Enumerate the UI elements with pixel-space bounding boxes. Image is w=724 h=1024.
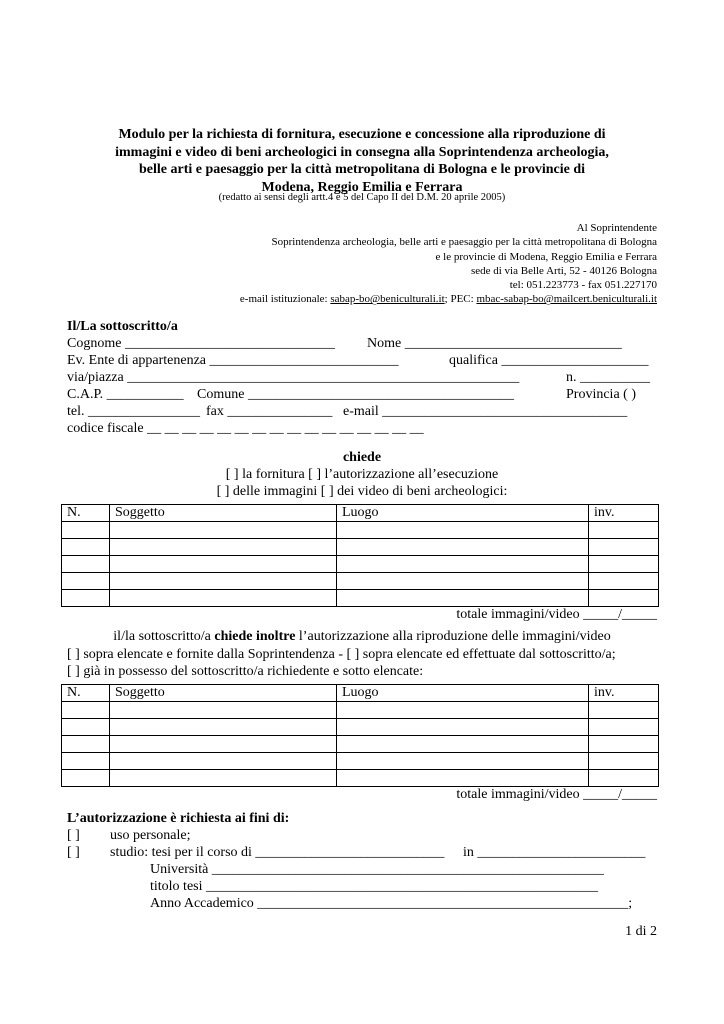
addressee-email-line	[240, 292, 657, 306]
email-link[interactable]: sabap-bo@beniculturali.it	[330, 293, 445, 306]
images-table	[61, 504, 659, 607]
table-cell[interactable]	[62, 556, 110, 573]
table-cell[interactable]	[110, 556, 337, 573]
applicant-heading: Il/La sottoscritto/a	[67, 319, 178, 334]
province-field[interactable]: Provincia ( )	[566, 387, 636, 402]
table-cell[interactable]	[337, 522, 589, 539]
table-cell[interactable]	[62, 770, 110, 787]
table-row[interactable]	[62, 719, 659, 736]
table-cell[interactable]	[110, 736, 337, 753]
table-row[interactable]	[62, 770, 659, 787]
addressee-line: Al Soprintendente	[576, 222, 657, 234]
pec-link[interactable]: mbac-sabap-bo@mailcert.beniculturali.it	[476, 293, 657, 306]
table-cell[interactable]	[62, 736, 110, 753]
table-cell[interactable]	[589, 770, 659, 787]
addressee-line: sede di via Belle Arti, 52 - 40126 Bologna	[470, 264, 657, 277]
table-cell[interactable]	[62, 702, 110, 719]
table-cell[interactable]	[589, 736, 659, 753]
thesis-in-field[interactable]: in ________________________	[463, 845, 646, 860]
table-cell[interactable]	[337, 539, 589, 556]
table-row[interactable]	[62, 702, 659, 719]
document-subtitle: (redatto ai sensi degli artt.4 e 5 del Capo II del D.M. 20 aprile 2005)	[218, 192, 506, 203]
addressee-line: tel: 051.223773 - fax 051.227170	[509, 279, 657, 292]
further-prefix: il/la sottoscritto/a	[113, 629, 215, 644]
table-cell[interactable]	[337, 736, 589, 753]
table-cell[interactable]	[589, 556, 659, 573]
addressee-line: e le provincie di Modena, Reggio Emilia e Ferrara	[435, 250, 657, 263]
table-cell[interactable]	[62, 522, 110, 539]
further-bold: chiede inoltre	[214, 629, 296, 644]
table-header-row	[62, 685, 659, 702]
table-cell[interactable]	[337, 590, 589, 607]
qualification-field[interactable]: qualifica _____________________	[449, 353, 649, 368]
postal-code-field[interactable]: C.A.P. ___________	[67, 387, 184, 402]
request-heading: chiede	[342, 450, 382, 465]
pec-label: ; PEC:	[444, 293, 477, 306]
table-cell[interactable]	[62, 753, 110, 770]
purpose-checkbox-personal[interactable]: [ ]	[67, 828, 80, 843]
table-row[interactable]	[62, 522, 659, 539]
title-line: belle arti e paesaggio per la città metropolitana di Bologna e le provincie di	[138, 162, 586, 178]
table-cell[interactable]	[110, 770, 337, 787]
email-field[interactable]: e-mail ___________________________________	[343, 404, 628, 419]
surname-field[interactable]: Cognome ______________________________	[67, 336, 335, 351]
further-request-line	[40, 629, 684, 645]
table-row[interactable]	[62, 590, 659, 607]
table-row[interactable]	[62, 539, 659, 556]
table-cell[interactable]	[110, 719, 337, 736]
name-field[interactable]: Nome _______________________________	[367, 336, 622, 351]
thesis-title-field[interactable]: titolo tesi ________________________________________________________	[150, 879, 598, 894]
table-cell[interactable]	[589, 590, 659, 607]
column-header: Soggetto	[110, 685, 337, 702]
title-line: Modulo per la richiesta di fornitura, esecuzione e concessione alla riproduzione di	[118, 127, 606, 142]
table-cell[interactable]	[337, 719, 589, 736]
table-cell[interactable]	[589, 702, 659, 719]
purpose-heading: L’autorizzazione è richiesta ai fini di:	[67, 811, 290, 826]
table-row[interactable]	[62, 736, 659, 753]
table-cell[interactable]	[62, 539, 110, 556]
column-header: inv.	[589, 505, 659, 522]
table-cell[interactable]	[589, 753, 659, 770]
organization-field[interactable]: Ev. Ente di appartenenza ___________________________	[67, 353, 399, 368]
tax-code-field[interactable]: codice fiscale __ __ __ __ __ __ __ __ __ __ __ __ __ __ __ __	[67, 421, 424, 436]
table-cell[interactable]	[110, 753, 337, 770]
thesis-course-field[interactable]: studio: tesi per il corso di ___________________________	[110, 845, 445, 860]
page-number: 1 di 2	[625, 924, 657, 939]
table-row[interactable]	[62, 556, 659, 573]
addressee-line: Soprintendenza archeologia, belle arti e paesaggio per la città metropolitana di Bologna	[271, 236, 657, 249]
table-cell[interactable]	[337, 770, 589, 787]
table-cell[interactable]	[110, 702, 337, 719]
further-suffix: l’autorizzazione alla riproduzione delle immagini/video	[295, 629, 611, 644]
table-cell[interactable]	[337, 573, 589, 590]
table-cell[interactable]	[62, 573, 110, 590]
column-header: N.	[62, 505, 110, 522]
column-header: Luogo	[337, 505, 589, 522]
purpose-checkbox-study[interactable]: [ ]	[67, 845, 80, 860]
table-cell[interactable]	[337, 702, 589, 719]
table-header-row	[62, 505, 659, 522]
column-header: Luogo	[337, 685, 589, 702]
reproduction-table	[61, 684, 659, 787]
city-field[interactable]: Comune ______________________________________	[197, 387, 514, 402]
document-title	[40, 126, 684, 196]
table-cell[interactable]	[110, 539, 337, 556]
table-cell[interactable]	[62, 590, 110, 607]
table-cell[interactable]	[589, 539, 659, 556]
table-cell[interactable]	[589, 573, 659, 590]
table-cell[interactable]	[62, 719, 110, 736]
table-cell[interactable]	[589, 522, 659, 539]
reproduction-total-field[interactable]: totale immagini/video _____/_____	[456, 787, 657, 802]
street-field[interactable]: via/piazza ________________________________________________________	[67, 370, 520, 385]
table-cell[interactable]	[110, 573, 337, 590]
table-cell[interactable]	[337, 556, 589, 573]
email-label: e-mail istituzionale:	[239, 293, 331, 306]
phone-field[interactable]: tel. ________________	[67, 404, 200, 419]
request-line-1[interactable]: [ ] la fornitura [ ] l’autorizzazione all’esecuzione	[225, 467, 499, 482]
table-row[interactable]	[62, 753, 659, 770]
table-row[interactable]	[62, 573, 659, 590]
images-total-field[interactable]: totale immagini/video _____/_____	[456, 607, 657, 622]
table-cell[interactable]	[110, 590, 337, 607]
table-cell[interactable]	[110, 522, 337, 539]
street-number-field[interactable]: n. __________	[566, 370, 650, 385]
column-header: Soggetto	[110, 505, 337, 522]
fax-field[interactable]: fax _______________	[206, 404, 333, 419]
column-header: inv.	[589, 685, 659, 702]
table-cell[interactable]	[337, 753, 589, 770]
purpose-option-personal: uso personale;	[110, 828, 191, 843]
further-option-line[interactable]: [ ] già in possesso del sottoscritto/a richiedente e sotto elencate:	[67, 664, 424, 679]
university-field[interactable]: Università ________________________________________________________	[150, 862, 604, 877]
title-line: Modena, Reggio Emilia e Ferrara	[261, 179, 463, 195]
addressee-block	[240, 221, 657, 307]
academic-year-field[interactable]: Anno Accademico _____________________________________________________;	[150, 896, 633, 911]
request-line-2[interactable]: [ ] delle immagini [ ] dei video di beni archeologici:	[216, 484, 508, 499]
column-header: N.	[62, 685, 110, 702]
further-option-line[interactable]: [ ] sopra elencate e fornite dalla Soprintendenza - [ ] sopra elencate ed effettuate dal sottoscritto/a;	[67, 647, 616, 662]
table-cell[interactable]	[589, 719, 659, 736]
title-line: immagini e video di beni archeologici in consegna alla Soprintendenza archeologia,	[115, 144, 609, 160]
